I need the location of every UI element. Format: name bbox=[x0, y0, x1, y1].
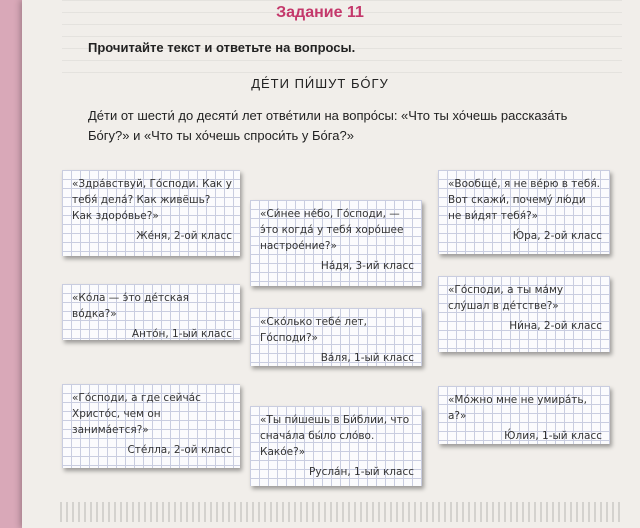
note-author: Ва́ля, 1-ый класс bbox=[320, 352, 414, 364]
note-quote: «Ко́ла — э́то де́тская во́дка?» bbox=[72, 292, 189, 320]
note-ruslan bbox=[250, 406, 422, 486]
note-valya bbox=[250, 308, 422, 366]
note-quote: «Го́споди, а ты ма́му слу́шал в де́тстве?» bbox=[448, 284, 564, 312]
text-heading: ДЕ́ТИ ПИ́ШУТ БО́ГУ bbox=[251, 76, 389, 91]
note-author: Сте́лла, 2-ой класс bbox=[127, 444, 232, 456]
page-bottom-bleed bbox=[60, 502, 620, 522]
note-zhenya bbox=[62, 170, 240, 256]
note-stella bbox=[62, 384, 240, 468]
note-quote: «Здра́вствуй, Го́споди. Как у тебя́ дела́? Как живёшь? Как здоро́вье?» bbox=[72, 178, 232, 222]
note-quote: «Вообще́, я не ве́рю в тебя́. Вот скажи́, почему́ лю́ди не ви́дят тебя́?» bbox=[448, 178, 601, 222]
note-author: Же́ня, 2-ой класс bbox=[136, 230, 232, 242]
note-anton bbox=[62, 284, 240, 340]
intro-paragraph: Де́ти от шести́ до десяти́ лет отве́тили на вопро́сы: «Что ты хо́чешь рассказа́ть Бо́гу?» и «Что ты хо́чешь спроси́ть у Бо́га?» bbox=[88, 108, 568, 143]
note-quote: «Си́нее не́бо, Го́споди, — э́то когда́ у тебя́ хоро́шее настрое́ние?» bbox=[260, 208, 404, 252]
note-author: Ни́на, 2-ой класс bbox=[509, 320, 602, 332]
note-quote: «Го́споди, а где сейча́с Христо́с, чем он занима́ется?» bbox=[72, 392, 201, 436]
note-author: Ю́ра, 2-ой класс bbox=[512, 230, 602, 242]
note-yura bbox=[438, 170, 610, 254]
note-quote: «Мо́жно мне не умира́ть, а?» bbox=[448, 394, 587, 422]
note-nadya bbox=[250, 200, 422, 286]
note-yulia bbox=[438, 386, 610, 444]
note-author: Русла́н, 1-ый класс bbox=[309, 466, 414, 478]
note-nina bbox=[438, 276, 610, 352]
note-author: Ю́лия, 1-ый класс bbox=[504, 430, 602, 442]
instruction: Прочитайте текст и ответьте на вопросы. bbox=[88, 40, 356, 55]
task-title: Задание 11 bbox=[276, 4, 364, 21]
note-author: Анто́н, 1-ый класс bbox=[131, 328, 232, 340]
note-quote: «Ты пи́шешь в Би́блии, что снача́ла бы́ло сло́во. Како́е?» bbox=[260, 414, 410, 458]
note-quote: «Ско́лько тебе́ лет, Го́споди?» bbox=[260, 316, 367, 344]
note-author: На́дя, 3-ий класс bbox=[320, 260, 414, 272]
